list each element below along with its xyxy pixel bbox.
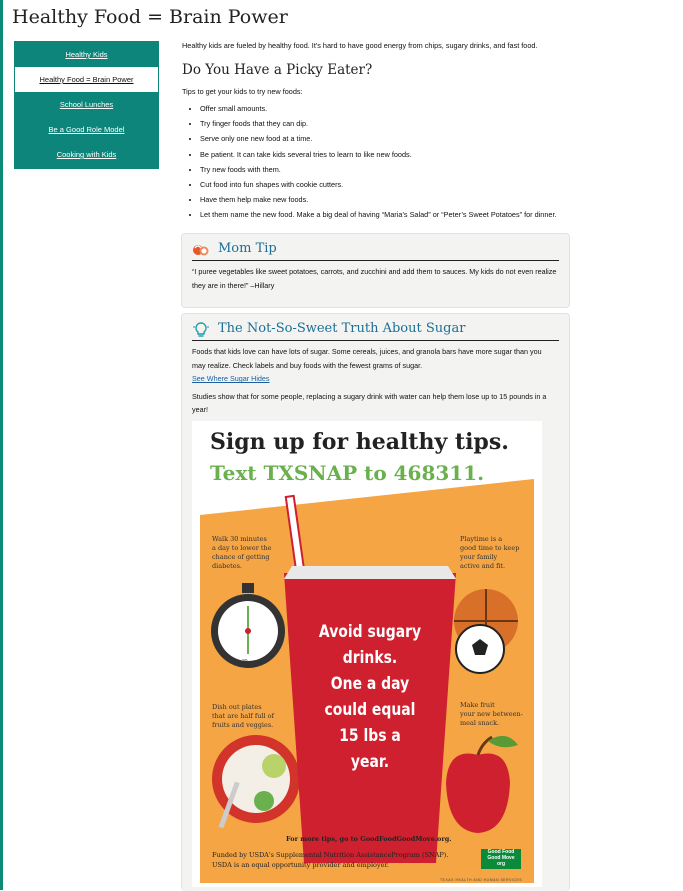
poster-headline-1: Sign up for healthy tips. [210,429,509,455]
see-where-sugar-hides-link[interactable]: See Where Sugar Hides [192,374,270,383]
list-item: • Be patient. It can take kids several tries to learn to like new foods. [200,149,592,164]
intro-text: Healthy kids are fueled by healthy food. It's hard to have good energy from chips, sugary drinks, and fast food. [182,41,538,50]
poster-dish-text [212,703,274,730]
sidebar-item-healthy-kids[interactable]: Healthy Kids [65,50,108,59]
poster-line: USDA is an equal opportunity provider and employer. [212,860,389,869]
mom-tip-header [192,240,559,261]
poster-line: year. [350,752,390,772]
poster-line: Make fruit [460,701,495,709]
sugar-header [192,320,559,341]
poster-line: chance of getting [212,553,270,561]
list-item: • Offer small amounts. [200,103,592,118]
picky-eater-heading: Do You Have a Picky Eater? [182,62,373,78]
sugar-text: Foods that kids love can have lots of sugar. Some cereals, juices, and granola bars have more sugar than you may realize. Check labels and buy foods with the fewest grams of sugar. [192,347,542,370]
poster-line: Playtime is a [460,535,503,543]
poster-line: a day to lower the [212,544,272,552]
poster-cup-text [314,619,426,775]
poster-line: Avoid sugary [318,622,422,642]
poster-line: Funded by USDA's Supplemental Nutrition AssistanceProgram (SNAP). [212,851,449,859]
list-item: • Cut food into fun shapes with cookie cutters. [200,179,592,194]
list-item: • Let them name the new food. Make a big deal of having “Maria’s Salad” or “Peter’s Sweet Potatoes” for dinner. [200,209,592,224]
mom-tip-icon [192,242,210,258]
poster-line: diabetes. [212,562,242,570]
sidebar-item-healthy-food-brain-power[interactable]: Healthy Food = Brain Power [15,67,158,92]
mom-tip-title: Mom Tip [218,241,277,256]
list-item: • Try finger foods that they can dip. [200,118,592,133]
left-accent-bar [0,0,3,890]
page-title: Healthy Food = Brain Power [12,6,288,28]
tips-lead: Tips to get your kids to try new foods: [182,87,303,96]
good-food-good-move-logo [481,849,521,869]
list-item: • Try new foods with them. [200,164,592,179]
poster-line: Walk 30 minutes [212,535,267,543]
sidebar-item-role-model[interactable]: Be a Good Role Model [48,125,125,134]
sugar-poster [192,421,542,887]
poster-line: meal snack. [460,719,500,727]
sugar-body [192,345,557,417]
tips-list [182,103,592,225]
poster-line: org [496,861,506,867]
poster-line: good time to keep [460,544,520,552]
poster-agency: TEXAS HEALTH AND HUMAN SERVICES [440,878,523,882]
poster-line: drinks. [342,648,398,668]
poster-line: that are half full of [212,712,274,720]
list-item: • Serve only one new food at a time. [200,133,592,148]
poster-line: your new between- [460,710,523,718]
list-item: • Have them help make new foods. [200,194,592,209]
poster-more-tips: For more tips, go to GoodFoodGoodMove.org. [286,835,452,843]
sidebar-item-school-lunches[interactable]: School Lunches [59,100,114,109]
sugar-title: The Not-So-Sweet Truth About Sugar [218,321,466,336]
poster-line: active and fit. [460,562,506,570]
poster-line: could equal [324,700,416,720]
poster-funding [212,851,448,870]
poster-headline-2: Text TXSNAP to 468311. [210,461,485,485]
sidebar-item-cooking-with-kids[interactable]: Cooking with Kids [56,150,117,159]
poster-line: Dish out plates [212,703,262,711]
poster-line: Good Food [487,849,515,855]
poster-line: 15 lbs a [339,726,401,746]
lightbulb-icon [192,322,210,338]
sidebar-nav [14,41,159,169]
mom-tip-text: “I puree vegetables like sweet potatoes, carrots, and zucchini and add them to sauces. My kids do not even realize they are in there!” –Hillary [192,267,557,290]
poster-fruit-text [460,701,523,728]
sugar-text-2: Studies show that for some people, replacing a sugary drink with water can help them lose up to 15 pounds in a year! [192,391,547,414]
poster-walk-text [212,535,272,571]
poster-line: One a day [330,674,410,694]
poster-play-text [460,535,519,571]
poster-line: Good Move [487,855,515,861]
mom-tip-box [181,233,570,308]
clock-number: 30 [242,659,248,665]
poster-line: fruits and veggies. [212,721,274,729]
poster-line: your family [460,553,498,561]
main-content [182,40,592,225]
